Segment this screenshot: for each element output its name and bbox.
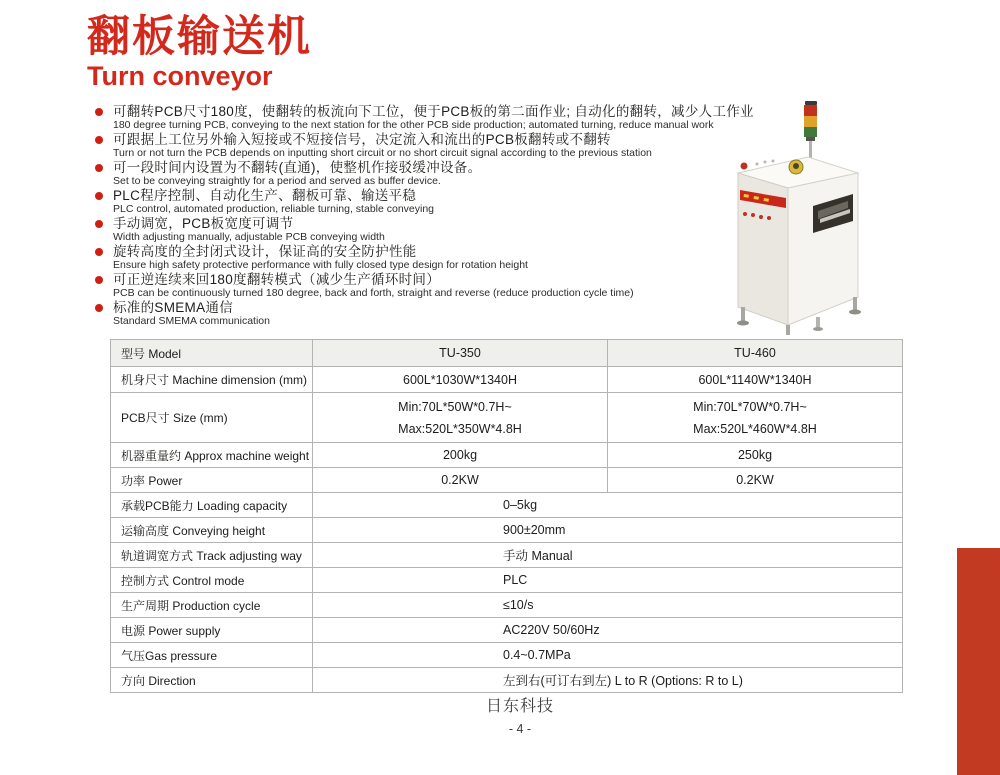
row-label: 气压Gas pressure bbox=[111, 643, 313, 668]
row-label: 生产周期 Production cycle bbox=[111, 593, 313, 618]
row-label: PCB尺寸 Size (mm) bbox=[111, 393, 313, 443]
feature-text-en: Turn or not turn the PCB depends on inputting short circuit or no short circuit signal according to the previous station bbox=[113, 147, 652, 159]
page-title-en: Turn conveyor bbox=[87, 61, 273, 91]
bullet-icon bbox=[95, 136, 103, 144]
cell-value: 左到右(可订右到左) L to R (Options: R to L) bbox=[313, 668, 903, 693]
feature-text-cn: 旋转高度的全封闭式设计，保证高的安全防护性能 bbox=[113, 244, 417, 259]
row-label: 运输高度 Conveying height bbox=[111, 518, 313, 543]
row-label: 承载PCB能力 Loading capacity bbox=[111, 493, 313, 518]
row-label: 功率 Power bbox=[111, 468, 313, 493]
feature-text-en: Standard SMEMA communication bbox=[113, 315, 270, 327]
feature-text-cn: 手动调宽，PCB板宽度可调节 bbox=[113, 216, 294, 231]
top-bolt bbox=[764, 161, 767, 164]
feature-text-cn: 可正逆连续来回180度翻转模式（减少生产循环时间） bbox=[113, 272, 441, 287]
pcb-min: Min:70L*50W*0.7H~ bbox=[398, 399, 512, 414]
feature-text-en: Ensure high safety protective performance with fully closed type design for rotation height bbox=[113, 259, 528, 271]
table-header-row bbox=[111, 340, 903, 367]
table-row-track-adjusting bbox=[111, 543, 903, 568]
footer-page-number: - 4 - bbox=[508, 722, 532, 736]
pcb-max: Max:520L*460W*4.8H bbox=[693, 421, 817, 436]
feature-text-cn: 可一段时间内设置为不翻转(直通)，使整机作接驳缓冲设备。 bbox=[113, 160, 482, 175]
bullet-icon bbox=[95, 108, 103, 116]
row-label: 电源 Power supply bbox=[111, 618, 313, 643]
bullet-icon bbox=[95, 304, 103, 312]
table-row-conveying-height bbox=[111, 518, 903, 543]
signal-tower-icon bbox=[804, 101, 817, 161]
bullet-icon bbox=[95, 248, 103, 256]
cell-value: PLC bbox=[313, 568, 903, 593]
cell-value: 0.2KW bbox=[313, 468, 608, 493]
cell-value: 0–5kg bbox=[313, 493, 903, 518]
feature-text-en: PLC control, automated production, reliable turning, stable conveying bbox=[113, 203, 435, 215]
table-row-gas-pressure bbox=[111, 643, 903, 668]
bullet-icon bbox=[95, 276, 103, 284]
cell-value: 600L*1030W*1340H bbox=[313, 367, 608, 393]
cell-value: 900±20mm bbox=[313, 518, 903, 543]
title-block bbox=[87, 14, 312, 91]
cell-value: 0.2KW bbox=[608, 468, 903, 493]
header-model-tu460: TU-460 bbox=[608, 340, 903, 367]
table-row-control-mode bbox=[111, 568, 903, 593]
table-row-production-cycle bbox=[111, 593, 903, 618]
cell-value: AC220V 50/60Hz bbox=[313, 618, 903, 643]
feature-text-cn: 可翻转PCB尺寸180度，使翻转的板流向下工位，便于PCB板的第二面作业; 自动化的翻转，减少人工作业 bbox=[113, 104, 754, 119]
red-accent-bar bbox=[957, 548, 1000, 775]
table-row-machine-dimension bbox=[111, 367, 903, 393]
footer bbox=[220, 698, 820, 736]
cell-value: 手动 Manual bbox=[313, 543, 903, 568]
row-label: 轨道调宽方式 Track adjusting way bbox=[111, 543, 313, 568]
feature-text-en: 180 degree turning PCB, conveying to the next station for the other PCB side production; automated turning, reduce manual work bbox=[113, 119, 714, 131]
feature-text-en: Set to be conveying straightly for a period and served as buffer device. bbox=[113, 175, 441, 187]
table-row-power-supply bbox=[111, 618, 903, 643]
bullet-icon bbox=[95, 192, 103, 200]
spec-table bbox=[110, 339, 903, 693]
row-label: 方向 Direction bbox=[111, 668, 313, 693]
table-row-machine-weight bbox=[111, 443, 903, 468]
cell-value: 200kg bbox=[313, 443, 608, 468]
header-model-tu350: TU-350 bbox=[313, 340, 608, 367]
cell-value bbox=[608, 393, 903, 443]
top-bolt bbox=[772, 160, 775, 163]
emergency-stop-icon bbox=[789, 160, 803, 174]
bullet-icon bbox=[95, 220, 103, 228]
feature-text-en: PCB can be continuously turned 180 degree, back and forth, straight and reverse (reduce production cycle time) bbox=[113, 287, 634, 299]
cell-value: 0.4~0.7MPa bbox=[313, 643, 903, 668]
table-row-pcb-size bbox=[111, 393, 903, 443]
pcb-max: Max:520L*350W*4.8H bbox=[398, 421, 522, 436]
row-label: 控制方式 Control mode bbox=[111, 568, 313, 593]
cell-value: 600L*1140W*1340H bbox=[608, 367, 903, 393]
feature-text-en: Width adjusting manually, adjustable PCB conveying width bbox=[113, 231, 385, 243]
cell-value bbox=[313, 393, 608, 443]
cell-value: ≤10/s bbox=[313, 593, 903, 618]
footer-company: 日东科技 bbox=[485, 698, 554, 715]
table-row-direction bbox=[111, 668, 903, 693]
top-indicator-light bbox=[741, 163, 748, 170]
cell-value: 250kg bbox=[608, 443, 903, 468]
feature-text-cn: 可跟据上工位另外输入短接或不短接信号，决定流入和流出的PCB板翻转或不翻转 bbox=[113, 132, 611, 147]
feature-text-cn: PLC程序控制、自动化生产、翻板可靠、输送平稳 bbox=[113, 188, 417, 203]
turn-conveyor-machine-illustration bbox=[700, 95, 935, 335]
row-label: 机身尺寸 Machine dimension (mm) bbox=[111, 367, 313, 393]
header-model-label: 型号 Model bbox=[111, 340, 313, 367]
bullet-icon bbox=[95, 164, 103, 172]
table-row-power bbox=[111, 468, 903, 493]
row-label: 机器重量约 Approx machine weight bbox=[111, 443, 313, 468]
pcb-min: Min:70L*70W*0.7H~ bbox=[693, 399, 807, 414]
top-bolt bbox=[756, 163, 759, 166]
feature-text-cn: 标准的SMEMA通信 bbox=[113, 300, 234, 315]
machine-photo bbox=[700, 95, 935, 335]
page-title-cn: 翻板输送机 bbox=[87, 13, 312, 61]
table-row-loading-capacity bbox=[111, 493, 903, 518]
